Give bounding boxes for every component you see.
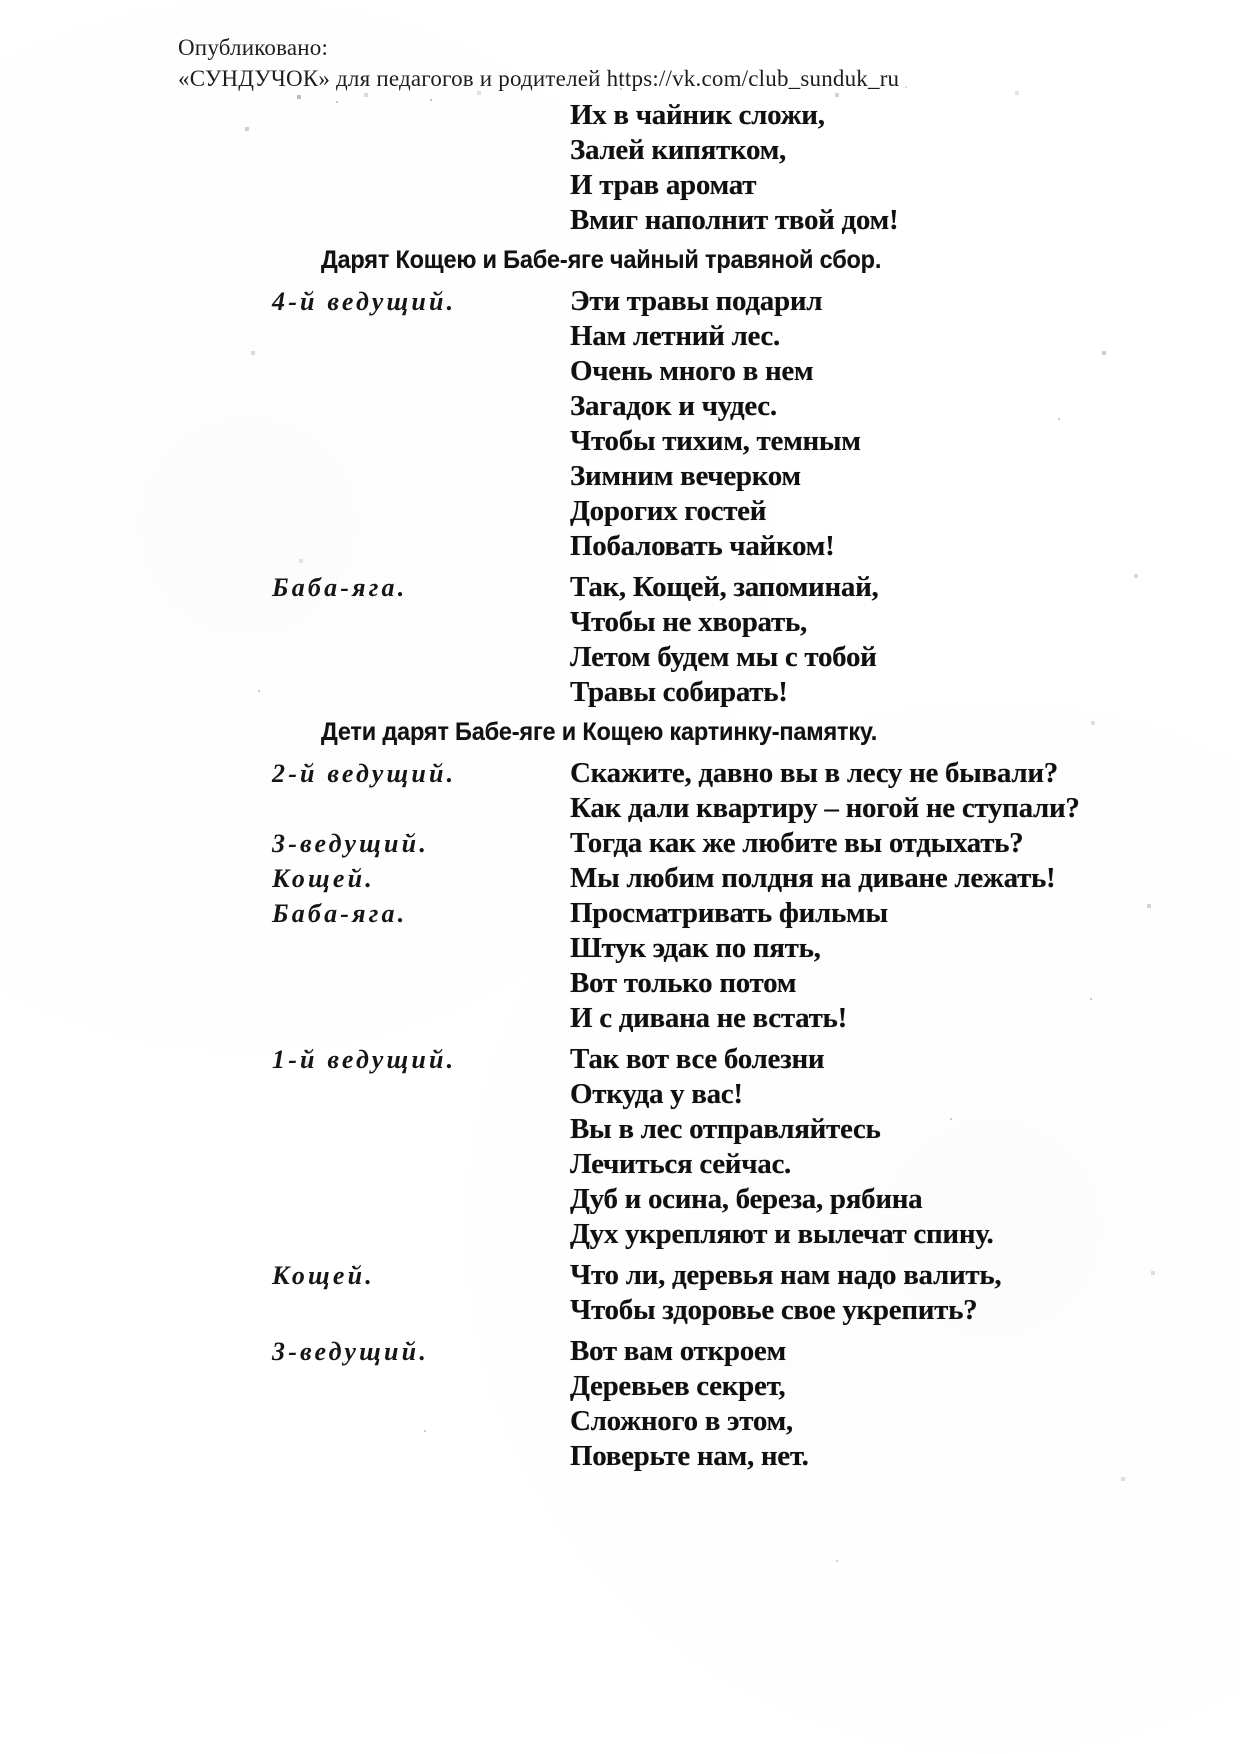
dialogue-line: Скажите, давно вы в лесу не бывали? (570, 757, 1058, 789)
dialogue-line: Вы в лес отправляйтесь (570, 1113, 881, 1145)
dialogue-line: Дорогих гостей (570, 495, 767, 527)
dialogue-line: Вмиг наполнит твой дом! (570, 204, 899, 236)
dialogue-line: Загадок и чудес. (570, 390, 777, 422)
speaker-label: Баба-яга. (272, 899, 408, 928)
dialogue-lines (570, 1042, 1240, 1252)
scan-noise (0, 0, 2, 2)
speaker-label: 1-й ведущий. (272, 1045, 457, 1074)
dialogue-line: Залей кипятком, (570, 134, 787, 166)
speaker-label: 4-й ведущий. (272, 287, 457, 316)
dialogue-block (0, 570, 1240, 710)
dialogue-lines (570, 896, 1240, 1036)
dialogue-block (0, 1334, 1240, 1474)
dialogue-line: Тогда как же любите вы отдыхать? (570, 827, 1024, 859)
dialogue-lines (570, 861, 1240, 896)
speaker-label (272, 98, 570, 101)
dialogue-line: Зимним вечерком (570, 460, 801, 492)
dialogue-line: Откуда у вас! (570, 1078, 743, 1110)
stage-direction: Дети дарят Бабе-яге и Кощею картинку-памятку. (321, 718, 878, 746)
page-header (178, 32, 899, 94)
dialogue-line: Нам летний лес. (570, 320, 780, 352)
dialogue-line: Так, Кощей, запоминай, (570, 571, 879, 603)
dialogue-lines (570, 1334, 1240, 1474)
header-publication-line: Опубликовано: (178, 35, 329, 60)
dialogue-line: Очень много в нем (570, 355, 814, 387)
dialogue-line: Сложного в этом, (570, 1405, 793, 1437)
dialogue-line: Вот только потом (570, 967, 797, 999)
dialogue-line: Штук эдак по пять, (570, 932, 821, 964)
dialogue-lines (570, 98, 1240, 238)
dialogue-line: Что ли, деревья нам надо валить, (570, 1259, 1002, 1291)
dialogue-line: Как дали квартиру – ногой не ступали? (570, 792, 1080, 824)
dialogue-line: Летом будем мы с тобой (570, 641, 877, 673)
dialogue-line: Деревьев секрет, (570, 1370, 786, 1402)
dialogue-line: Мы любим полдня на диване лежать! (570, 862, 1056, 894)
dialogue-line: Травы собирать! (570, 676, 788, 708)
dialogue-block (0, 896, 1240, 1036)
dialogue-line: Дух укрепляют и вылечат спину. (570, 1218, 994, 1250)
dialogue-block (0, 826, 1240, 861)
dialogue-line: Лечиться сейчас. (570, 1148, 791, 1180)
dialogue-block (0, 1258, 1240, 1328)
dialogue-line: И с дивана не встать! (570, 1002, 847, 1034)
dialogue-block (0, 1042, 1240, 1252)
dialogue-line: Чтобы тихим, темным (570, 425, 861, 457)
dialogue-line: Побаловать чайком! (570, 530, 835, 562)
dialogue-line: Их в чайник сложи, (570, 99, 825, 131)
dialogue-lines (570, 826, 1240, 861)
speaker-label: 3-ведущий. (272, 829, 430, 858)
dialogue-line: Поверьте нам, нет. (570, 1440, 809, 1472)
dialogue-block (0, 98, 1240, 238)
stage-direction: Дарят Кощею и Бабе-яге чайный травяной сбор. (321, 246, 882, 274)
dialogue-line: Чтобы не хворать, (570, 606, 807, 638)
speaker-label: Кощей. (272, 1261, 376, 1290)
speaker-label: Баба-яга. (272, 573, 408, 602)
dialogue-line: И трав аромат (570, 169, 757, 201)
script-body (0, 98, 1240, 1474)
dialogue-lines (570, 570, 1240, 710)
speaker-label: 2-й ведущий. (272, 759, 457, 788)
header-source-line: «СУНДУЧОК» для педагогов и родителей https://vk.com/club_sunduk_ru (178, 66, 900, 91)
dialogue-lines (570, 284, 1240, 564)
dialogue-lines (570, 1258, 1240, 1328)
dialogue-line: Дуб и осина, береза, рябина (570, 1183, 923, 1215)
dialogue-line: Чтобы здоровье свое укрепить? (570, 1294, 978, 1326)
speaker-label: 3-ведущий. (272, 1337, 430, 1366)
dialogue-block (0, 284, 1240, 564)
dialogue-line: Так вот все болезни (570, 1043, 825, 1075)
dialogue-line: Просматривать фильмы (570, 897, 888, 929)
dialogue-line: Вот вам откроем (570, 1335, 786, 1367)
dialogue-block (0, 756, 1240, 826)
dialogue-block (0, 861, 1240, 896)
speaker-label: Кощей. (272, 864, 376, 893)
dialogue-line: Эти травы подарил (570, 285, 823, 317)
dialogue-lines (570, 756, 1240, 826)
